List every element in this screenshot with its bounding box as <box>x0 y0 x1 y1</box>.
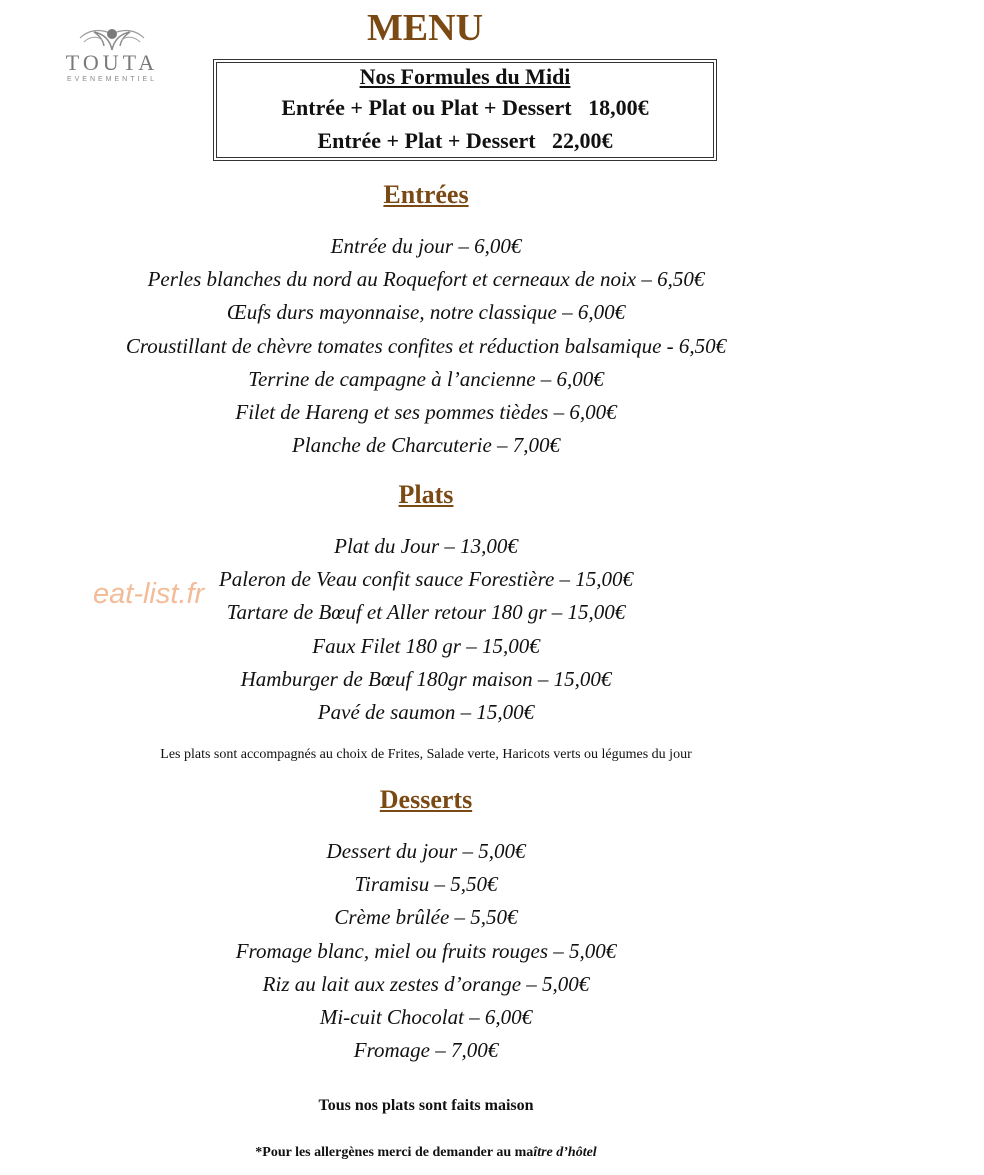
touta-logo <box>34 26 190 100</box>
page-title: MENU <box>366 7 484 49</box>
menu-item: Œufs durs mayonnaise, notre classique – 6,00€ <box>226 300 626 325</box>
allergen-text-italic: ître d’hôtel <box>533 1145 597 1160</box>
homemade-note: Tous nos plats sont faits maison <box>318 1097 534 1114</box>
section-title-plats: Plats <box>398 480 454 509</box>
menu-item: Tartare de Bœuf et Aller retour 180 gr – 15,00€ <box>226 600 626 625</box>
tree-ornament-icon <box>70 26 154 52</box>
sides-note: Les plats sont accompagnés au choix de Frites, Salade verte, Haricots verts ou légumes du jour <box>160 747 692 762</box>
menu-item: Fromage – 7,00€ <box>353 1038 499 1063</box>
menu-item: Planche de Charcuterie – 7,00€ <box>291 433 561 458</box>
formula-line: Entrée + Plat + Dessert 22,00€ <box>317 128 613 153</box>
entrees-list <box>0 230 852 462</box>
menu-item: Entrée du jour – 6,00€ <box>330 234 522 258</box>
lunch-formulas-box <box>213 59 717 161</box>
allergen-note <box>0 1145 852 1161</box>
menu-item: Fromage blanc, miel ou fruits rouges – 5,00€ <box>235 938 617 963</box>
menu-item: Hamburger de Bœuf 180gr maison – 15,00€ <box>240 666 612 691</box>
logo-subtitle: EVENEMENTIEL <box>66 76 158 83</box>
menu-item: Plat du Jour – 13,00€ <box>334 534 518 558</box>
menu-item: Riz au lait aux zestes d’orange – 5,00€ <box>262 971 590 996</box>
section-title-entrees: Entrées <box>383 180 469 209</box>
menu-item: Terrine de campagne à l’ancienne – 6,00€ <box>248 366 604 391</box>
desserts-list <box>0 835 852 1067</box>
logo-wordmark: TOUTA <box>65 50 159 75</box>
menu-item: Tiramisu – 5,50€ <box>354 872 498 897</box>
menu-item: Crème brûlée – 5,50€ <box>334 905 518 930</box>
menu-item: Pavé de saumon – 15,00€ <box>317 700 535 725</box>
formulas-title: Nos Formules du Midi <box>359 64 571 89</box>
menu-item: Dessert du jour – 5,00€ <box>326 839 526 863</box>
formula-line: Entrée + Plat ou Plat + Dessert 18,00€ <box>281 95 649 120</box>
menu-item: Perles blanches du nord au Roquefort et cerneaux de noix – 6,50€ <box>147 267 705 292</box>
plats-list <box>0 530 852 729</box>
section-title-desserts: Desserts <box>379 785 473 814</box>
allergen-text: *Pour les allergènes merci de demander au ma <box>255 1145 534 1160</box>
menu-item: Croustillant de chèvre tomates confites et réduction balsamique - 6,50€ <box>125 333 727 358</box>
menu-item: Paleron de Veau confit sauce Forestière – 15,00€ <box>218 567 634 592</box>
menu-item: Faux Filet 180 gr – 15,00€ <box>312 633 540 658</box>
menu-item: Filet de Hareng et ses pommes tièdes – 6,00€ <box>235 400 617 425</box>
menu-item: Mi-cuit Chocolat – 6,00€ <box>319 1005 533 1030</box>
watermark: eat-list.fr <box>93 578 205 610</box>
